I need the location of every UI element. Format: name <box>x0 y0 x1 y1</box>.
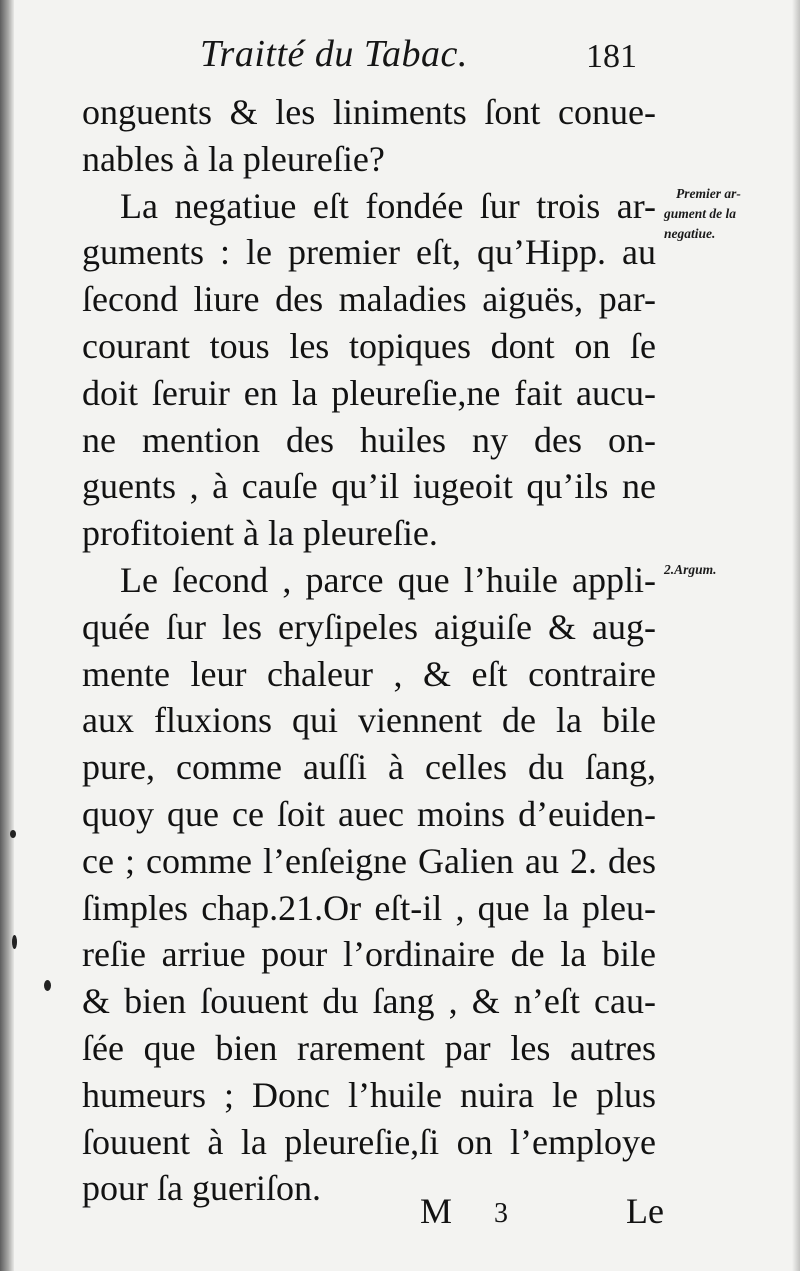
text-line: pure, comme auſſi à celles du ſang, <box>82 747 656 788</box>
text-line: nables à la pleureſie? <box>82 138 385 179</box>
text-line: onguents & les liniments ſont conue- <box>82 92 656 132</box>
ink-speck <box>12 935 17 949</box>
catchword: Le <box>626 1191 664 1231</box>
text-line: Le ſecond , parce que l’huile appli- <box>120 559 656 600</box>
text-line: profitoient à la pleureſie. <box>82 513 438 554</box>
page-edge-shadow <box>792 0 800 1271</box>
text-line: guments : le premier eſt, qu’Hipp. au <box>82 232 656 273</box>
marginal-note-line: negatiue. <box>664 226 716 241</box>
text-line: quoy que ce ſoit auec moins d’euiden- <box>82 793 656 834</box>
text-line: & bien ſouuent du ſang , & n’eſt cau- <box>82 981 656 1022</box>
gutter-shadow <box>0 0 14 1271</box>
text-line: humeurs ; Donc l’huile nuira le plus <box>82 1074 656 1115</box>
text-line: ſimples chap.21.Or eſt-il , que la pleu- <box>82 887 656 928</box>
text-line: ne mention des huiles ny des on- <box>82 419 656 460</box>
running-title: Traitté du Tabac. <box>200 33 468 75</box>
text-line: quée ſur les eryſipeles aiguiſe & aug- <box>82 606 656 647</box>
text-line: pour ſa gueriſon. <box>82 1168 321 1209</box>
text-line: ſouuent à la pleureſie,ſi on l’employe <box>82 1121 656 1162</box>
text-line: ſée que bien rarement par les autres <box>82 1027 656 1068</box>
page-number: 181 <box>586 38 637 75</box>
ink-speck <box>10 830 16 838</box>
marginal-note-line: gument de la <box>664 206 737 221</box>
marginal-note-second-argument: 2.Argum. <box>664 562 717 577</box>
text-line: doit ſeruir en la pleureſie,ne fait aucu- <box>82 372 656 413</box>
text-line: ſecond liure des maladies aiguës, par- <box>82 279 656 320</box>
ink-speck <box>44 980 51 991</box>
text-line: courant tous les topiques dont on ſe <box>82 325 656 366</box>
text-line: guents , à cauſe qu’il iugeoit qu’ils ne <box>82 466 656 507</box>
signature-mark: M <box>420 1191 453 1231</box>
text-line: La negatiue eſt fondée ſur trois ar- <box>120 185 656 226</box>
body-text <box>82 89 656 1212</box>
marginal-note-first-argument <box>664 184 741 244</box>
text-line: aux fluxions qui viennent de la bile <box>82 700 656 741</box>
text-line: mente leur chaleur , & eſt contraire <box>82 653 656 694</box>
marginal-note-line: Premier ar- <box>676 186 741 201</box>
signature-number: 3 <box>494 1198 508 1229</box>
text-line: reſie arriue pour l’ordinaire de la bile <box>82 934 656 975</box>
text-line: ce ; comme l’enſeigne Galien au 2. des <box>82 840 656 881</box>
